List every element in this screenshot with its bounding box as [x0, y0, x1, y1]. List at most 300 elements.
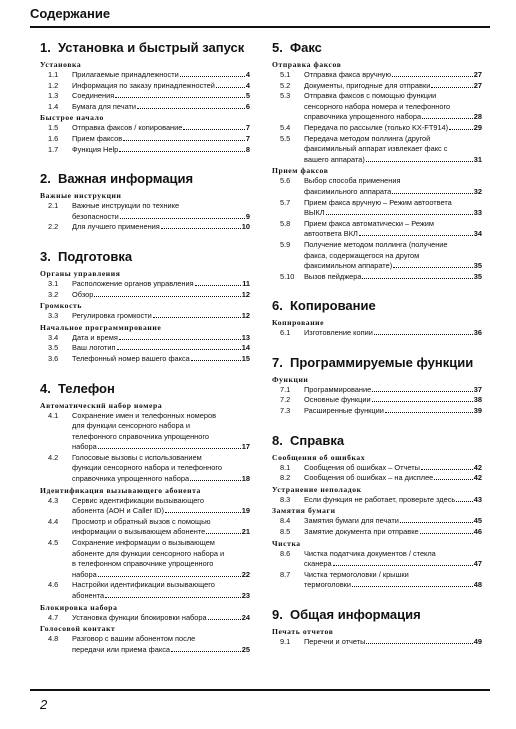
dot-leader: [392, 75, 473, 77]
subsection-heading: Органы управления: [40, 268, 121, 278]
dot-leader: [372, 400, 473, 402]
section-number: 2.: [40, 171, 51, 187]
entry-page-number: 25: [241, 644, 250, 654]
entry-line: [304, 219, 482, 230]
section-heading: [40, 171, 250, 187]
entry-body: [72, 134, 250, 145]
entry-line: [72, 496, 250, 507]
toc-entry[interactable]: [40, 145, 250, 156]
subsection-heading: Голосовой контакт: [40, 624, 116, 634]
toc-entry[interactable]: [272, 81, 482, 92]
entry-body: [304, 91, 482, 123]
entry-title-text: безопасности: [72, 211, 119, 221]
entry-title-text: вашего аппарата): [304, 154, 365, 164]
entry-line: [72, 212, 250, 223]
dot-leader: [153, 316, 241, 318]
entry-line: [72, 527, 250, 538]
toc-entry[interactable]: [40, 613, 250, 624]
entry-number: 6.1: [280, 328, 291, 338]
dot-leader: [366, 160, 473, 162]
toc-left-column: [40, 40, 250, 655]
entry-title-text: Передача по рассылке (только KX-FT914): [304, 122, 449, 132]
dot-leader: [420, 532, 473, 534]
subsection-heading: Громкость: [40, 301, 82, 311]
dot-leader: [352, 585, 473, 587]
toc-entry[interactable]: [272, 176, 482, 197]
entry-number: 1.4: [48, 101, 59, 111]
entry-number: 4.8: [48, 634, 59, 644]
section-title: Телефон: [58, 380, 115, 396]
entry-page-number: 18: [241, 474, 250, 484]
entry-line: [304, 637, 482, 648]
entry-line: [72, 580, 250, 591]
entry-page-number: 42: [473, 473, 482, 483]
toc-entry[interactable]: [272, 272, 482, 283]
entry-line: [304, 395, 482, 406]
toc-entry[interactable]: [40, 123, 250, 134]
subsection-heading: Идентификация вызывающего абонента: [40, 485, 201, 495]
entry-title-text: Важные инструкции по технике: [72, 201, 180, 211]
toc-entry[interactable]: [40, 134, 250, 145]
section-title: Подготовка: [58, 248, 133, 264]
entry-page-number: 11: [242, 278, 250, 288]
entry-body: [304, 81, 482, 92]
entry-title-text: Соединения: [72, 91, 115, 101]
section-gap: [272, 417, 482, 433]
entry-line: [72, 311, 250, 322]
subsection-heading: Чистка: [272, 538, 301, 548]
entry-body: [304, 134, 482, 166]
entry-title-text: Изготовление копии: [304, 328, 373, 338]
entry-number: 3.4: [48, 332, 59, 342]
entry-title-text: ВЫКЛ: [304, 208, 325, 218]
entry-line: [304, 495, 482, 506]
toc-entry[interactable]: [40, 333, 250, 344]
entry-line: [72, 559, 250, 570]
entry-line: [72, 343, 250, 354]
entry-page-number: 22: [241, 569, 250, 579]
entry-body: [72, 279, 250, 290]
entry-line: [304, 251, 482, 262]
entry-page-number: 28: [473, 112, 482, 122]
dot-leader: [180, 75, 245, 77]
section-number: 6.: [272, 298, 283, 314]
entry-line: [72, 123, 250, 134]
entry-body: [304, 395, 482, 406]
section-gap: [40, 233, 250, 249]
toc-entry[interactable]: [272, 463, 482, 474]
entry-title-text: абоненте для функции сенсорного набора и: [72, 548, 225, 558]
entry-page-number: 13: [241, 332, 250, 342]
entry-page-number: 31: [473, 154, 482, 164]
entry-title-text: Выбор способа применения: [304, 176, 401, 186]
dot-leader: [372, 390, 473, 392]
entry-number: 1.5: [48, 123, 59, 133]
entry-body: [304, 549, 482, 570]
entry-page-number: 21: [241, 527, 250, 537]
entry-line: [304, 123, 482, 134]
entry-number: 5.8: [280, 218, 291, 228]
toc-entry[interactable]: [272, 473, 482, 484]
section-title: Копирование: [290, 298, 376, 314]
toc-entry[interactable]: [272, 198, 482, 219]
toc-entry[interactable]: [40, 290, 250, 301]
entry-line: [72, 453, 250, 464]
entry-body: [304, 516, 482, 527]
entry-line: [304, 198, 482, 209]
subsection-heading: Быстрое начало: [40, 113, 104, 123]
entry-number: 9.1: [280, 637, 291, 646]
section-title: Важная информация: [58, 171, 194, 187]
entry-title-text: термоголовки: [304, 580, 351, 590]
entry-body: [72, 333, 250, 344]
toc-entry[interactable]: [40, 279, 250, 290]
section-number: 3.: [40, 248, 51, 264]
entry-body: [72, 634, 250, 655]
dot-leader: [98, 575, 241, 577]
entry-title-text: сенсорного набора номера и телефонного: [304, 101, 451, 111]
section-title: Факс: [290, 40, 322, 55]
entry-title-text: абонента: [72, 591, 105, 600]
entry-number: 5.1: [280, 70, 291, 79]
entry-title-text: Отправка факсов с помощью функции: [304, 91, 437, 101]
entry-page-number: 36: [473, 328, 482, 338]
toc-entry[interactable]: [272, 549, 482, 570]
entry-title-text: Прием факса автоматически – Режим: [304, 218, 435, 228]
section-title: Справка: [290, 432, 345, 448]
entry-title-text: факсимильный аппарат извлекает факс с: [304, 144, 448, 154]
entry-number: 8.1: [280, 462, 291, 472]
section-number: 5.: [272, 40, 283, 55]
section-number: 7.: [272, 354, 283, 370]
entry-line: [72, 463, 250, 474]
entry-page-number: 29: [473, 122, 482, 132]
entry-page-number: 4: [245, 70, 250, 79]
dot-leader: [123, 139, 245, 141]
section-gap: [40, 155, 250, 171]
entry-line: [72, 613, 250, 624]
entry-body: [72, 354, 250, 365]
toc-entry[interactable]: [40, 354, 250, 365]
section-heading: [272, 355, 482, 371]
dot-leader: [120, 217, 245, 219]
entry-line: [304, 187, 482, 198]
entry-line: [72, 549, 250, 560]
entry-page-number: 42: [473, 462, 482, 472]
toc-entry[interactable]: [40, 91, 250, 102]
entry-page-number: 7: [245, 133, 250, 143]
subsection-heading: Начальное программирование: [40, 322, 162, 332]
entry-line: [72, 102, 250, 113]
entry-title-text: Разговор с вашим абонентом после: [72, 634, 196, 644]
subsection-heading: Прием факсов: [272, 166, 329, 176]
toc-entry[interactable]: [40, 70, 250, 81]
entry-page-number: 17: [241, 442, 250, 452]
entry-body: [72, 580, 250, 601]
entry-body: [304, 70, 482, 81]
toc-entry[interactable]: [272, 385, 482, 396]
toc-entry[interactable]: [272, 527, 482, 538]
entry-line: [304, 261, 482, 272]
entry-line: [72, 290, 250, 301]
section-gap: [272, 339, 482, 355]
entry-page-number: 33: [473, 208, 482, 218]
entry-page-number: 15: [241, 353, 250, 363]
entry-title-text: Прием факса вручную – Режим автоответа: [304, 197, 452, 207]
entry-title-text: в телефонном справочнике упрощенного: [72, 559, 214, 569]
entry-number: 4.5: [48, 538, 59, 548]
entry-number: 3.3: [48, 311, 59, 321]
toc-entry[interactable]: [272, 395, 482, 406]
dot-leader: [400, 521, 473, 523]
toc-entry[interactable]: [40, 201, 250, 222]
entry-line: [72, 591, 250, 602]
entry-title-text: Ваш логотип: [72, 343, 116, 353]
entry-line: [304, 176, 482, 187]
entry-line: [304, 473, 482, 484]
entry-body: [72, 123, 250, 134]
entry-line: [304, 516, 482, 527]
entry-number: 1.1: [48, 70, 59, 79]
subsection-heading: Устранение неполадок: [272, 484, 362, 494]
entry-page-number: 8: [245, 144, 250, 154]
entry-body: [304, 219, 482, 240]
section-number: 1.: [40, 40, 51, 55]
entry-line: [304, 272, 482, 283]
dot-leader: [362, 277, 472, 279]
entry-line: [304, 155, 482, 166]
toc-entry[interactable]: [272, 406, 482, 417]
entry-line: [304, 70, 482, 81]
dot-leader: [161, 227, 241, 229]
entry-number: 1.7: [48, 144, 59, 154]
section-number: 4.: [40, 380, 51, 396]
toc-entry[interactable]: [40, 453, 250, 485]
entry-title-text: Получение методом поллинга (получение: [304, 239, 448, 249]
page-title: Содержание: [30, 6, 111, 21]
entry-page-number: 49: [473, 637, 482, 646]
dot-leader: [208, 618, 241, 620]
entry-title-text: Если функция не работает, проверьте здесь: [304, 494, 456, 504]
entry-title-text: Информация по заказу принадлежностей: [72, 80, 215, 90]
toc-entry[interactable]: [40, 343, 250, 354]
entry-body: [72, 290, 250, 301]
entry-body: [72, 81, 250, 92]
toc-entry[interactable]: [272, 495, 482, 506]
section-number: 8.: [272, 432, 283, 448]
entry-line: [72, 570, 250, 581]
entry-page-number: 32: [473, 186, 482, 196]
toc-entry[interactable]: [272, 637, 482, 648]
section-title: Установка и быстрый запуск: [58, 40, 245, 55]
toc-entry[interactable]: [40, 102, 250, 113]
toc-entry[interactable]: [272, 123, 482, 134]
section-heading: [272, 40, 482, 56]
entry-title-text: Основные функции: [304, 395, 371, 405]
dot-leader: [119, 150, 245, 152]
entry-number: 1.6: [48, 133, 59, 143]
entry-title-text: Отправка факса вручную: [304, 70, 392, 79]
entry-title-text: набора: [72, 569, 97, 579]
toc-entry[interactable]: [272, 328, 482, 339]
toc-entry[interactable]: [40, 311, 250, 322]
dot-leader: [359, 234, 473, 236]
dot-leader: [333, 564, 473, 566]
entry-number: 4.3: [48, 495, 59, 505]
toc-entry[interactable]: [40, 222, 250, 233]
entry-title-text: Установка функции блокировки набора: [72, 612, 207, 622]
entry-line: [72, 538, 250, 549]
dot-leader: [137, 107, 245, 109]
section-heading: [40, 249, 250, 265]
section-gap: [272, 282, 482, 298]
entry-number: 3.2: [48, 289, 59, 299]
entry-title-text: Документы, пригодные для отправки: [304, 80, 431, 90]
entry-line: [304, 91, 482, 102]
toc-entry[interactable]: [272, 91, 482, 123]
entry-page-number: 7: [245, 123, 250, 133]
entry-line: [72, 222, 250, 233]
entry-title-text: Перечни и отчеты: [304, 637, 366, 646]
entry-page-number: 24: [241, 612, 250, 622]
entry-body: [304, 495, 482, 506]
entry-title-text: функции сенсорного набора и телефонного: [72, 463, 223, 473]
entry-page-number: 38: [473, 395, 482, 405]
entry-body: [72, 70, 250, 81]
dot-leader: [449, 128, 473, 130]
entry-title-text: Телефонный номер вашего факса: [72, 353, 190, 363]
dot-leader: [105, 596, 241, 598]
entry-number: 5.2: [280, 80, 291, 90]
dot-leader: [422, 117, 473, 119]
entry-page-number: 6: [245, 101, 250, 111]
entry-title-text: Бумага для печати: [72, 101, 137, 111]
dot-leader: [326, 213, 473, 215]
toc-entry[interactable]: [40, 81, 250, 92]
entry-line: [72, 474, 250, 485]
entry-title-text: Чистка термоголовки / крышки: [304, 569, 409, 579]
toc-entry[interactable]: [40, 517, 250, 538]
dot-leader: [456, 500, 472, 502]
entry-title-text: Регулировка громкости: [72, 311, 152, 321]
entry-title-text: Для лучшего применения: [72, 222, 160, 232]
entry-number: 7.3: [280, 406, 291, 416]
page-number: 2: [40, 697, 48, 712]
entry-title-text: Прилагаемые принадлежности: [72, 70, 179, 79]
entry-body: [72, 517, 250, 538]
entry-line: [304, 559, 482, 570]
entry-number: 3.1: [48, 278, 59, 288]
entry-title-text: Чистка податчика документов / стекла: [304, 548, 436, 558]
toc-entry[interactable]: [40, 634, 250, 655]
entry-title-text: сканера: [304, 559, 332, 569]
entry-page-number: 27: [473, 70, 482, 79]
entry-number: 8.5: [280, 527, 291, 537]
toc-entry[interactable]: [272, 219, 482, 240]
entry-page-number: 43: [473, 494, 482, 504]
entry-number: 4.7: [48, 612, 59, 622]
entry-title-text: Программирование: [304, 384, 372, 394]
entry-line: [304, 134, 482, 145]
entry-title-text: Сервис идентификации вызывающего: [72, 495, 204, 505]
subsection-heading: Отправка факсов: [272, 60, 342, 69]
entry-line: [72, 201, 250, 212]
entry-number: 5.6: [280, 176, 291, 186]
subsection-heading: Печать отчетов: [272, 627, 334, 636]
entry-body: [72, 496, 250, 517]
section-heading: [272, 607, 482, 623]
entry-line: [72, 134, 250, 145]
toc-entry[interactable]: [272, 516, 482, 527]
entry-title-text: Сохранение информации о вызывающем: [72, 538, 215, 548]
entry-body: [72, 222, 250, 233]
entry-line: [72, 91, 250, 102]
toc-entry[interactable]: [272, 70, 482, 81]
toc-entry[interactable]: [272, 240, 482, 272]
entry-body: [72, 145, 250, 156]
dot-leader: [392, 192, 472, 194]
entry-number: 1.2: [48, 80, 59, 90]
header-rule: [30, 26, 490, 28]
entry-page-number: 35: [473, 261, 482, 271]
toc-entry[interactable]: [40, 496, 250, 517]
toc-entry[interactable]: [272, 134, 482, 166]
entry-title-text: справочника упрощенного набора: [304, 112, 422, 122]
entry-line: [304, 240, 482, 251]
dot-leader: [434, 478, 472, 480]
dot-leader: [117, 348, 241, 350]
entry-line: [72, 411, 250, 422]
entry-body: [304, 463, 482, 474]
entry-page-number: 47: [473, 559, 482, 569]
entry-line: [72, 634, 250, 645]
toc-entry[interactable]: [40, 538, 250, 580]
entry-title-text: справочника упрощенного набора: [72, 474, 190, 484]
entry-number: 5.3: [280, 91, 291, 101]
entry-body: [304, 385, 482, 396]
entry-body: [304, 123, 482, 134]
entry-number: 8.7: [280, 569, 291, 579]
entry-number: 4.4: [48, 516, 59, 526]
entry-line: [304, 208, 482, 219]
entry-line: [72, 421, 250, 432]
toc-entry[interactable]: [272, 570, 482, 591]
dot-leader: [183, 128, 244, 130]
entry-line: [304, 102, 482, 113]
entry-body: [304, 637, 482, 648]
toc-entry[interactable]: [40, 411, 250, 453]
dot-leader: [421, 468, 473, 470]
entry-line: [304, 328, 482, 339]
entry-number: 2.2: [48, 222, 59, 232]
entry-body: [72, 91, 250, 102]
entry-title-text: автоответа ВКЛ: [304, 229, 358, 239]
section-title: Общая информация: [290, 607, 421, 622]
entry-number: 8.2: [280, 473, 291, 483]
entry-page-number: 45: [473, 516, 482, 526]
dot-leader: [374, 333, 473, 335]
entry-title-text: Сохранение имен и телефонных номеров: [72, 410, 217, 420]
entry-title-text: Расширенные функции: [304, 406, 384, 416]
dot-leader: [98, 447, 241, 449]
entry-number: 8.4: [280, 516, 291, 526]
entry-body: [72, 201, 250, 222]
section-title: Программируемые функции: [290, 354, 474, 370]
entry-title-text: информации о вызывающем абоненте: [72, 527, 206, 537]
subsection-heading: Блокировка набора: [40, 602, 118, 612]
toc-entry[interactable]: [40, 580, 250, 601]
entry-page-number: 5: [245, 91, 250, 101]
